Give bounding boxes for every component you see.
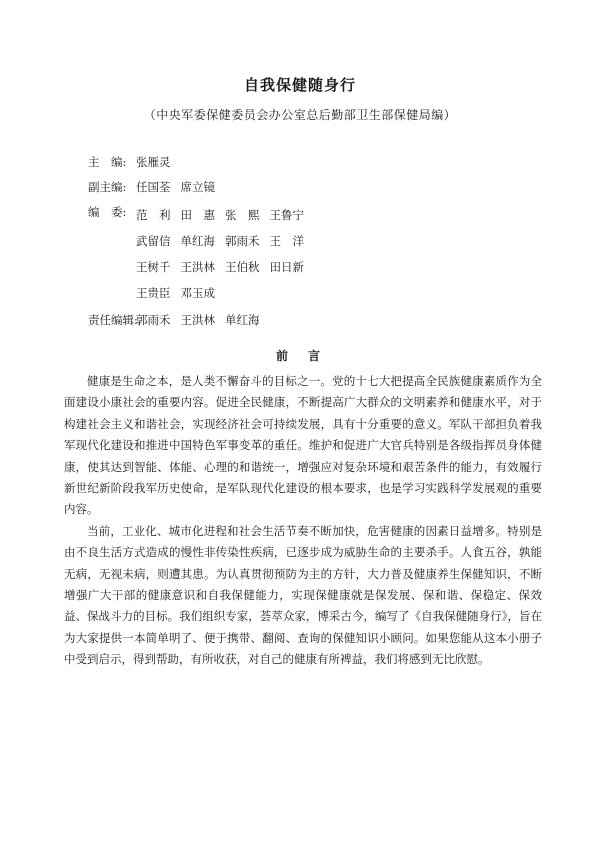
credit-name: 郭雨禾 [225,234,260,248]
preface-body [64,371,542,671]
credits-block [88,152,528,331]
credit-name: 王树千 [136,260,171,274]
credit-name: 武留信 [136,234,171,248]
document-title: 自我保健随身行 [243,76,356,94]
credit-label: 主 编: [88,155,127,169]
credit-name-line [136,228,304,254]
credit-name: 王贵臣 [136,286,171,300]
credit-editorial-board [88,202,528,306]
credit-name-line [136,202,304,228]
credit-names [136,202,304,306]
credit-name: 郭雨禾 [136,313,171,327]
credit-name: 单红海 [225,313,260,327]
credit-name-line [136,254,304,280]
credit-name: 田日新 [269,260,304,274]
credit-label: 副主编: [88,180,127,194]
credit-name: 单红海 [180,234,215,248]
credit-responsible-editor [88,310,528,331]
credit-name: 王伯秋 [225,260,260,274]
preface-heading: 前 言 [275,349,324,363]
credit-name: 张 熙 [225,208,260,222]
credit-name: 王 洋 [269,234,304,248]
credit-label: 编 委: [88,205,127,219]
credit-name: 范 利 [136,208,171,222]
preface-paragraph: 当前，工业化、城市化进程和社会生活节奏不断加快，危害健康的因素日益增多。特别是由不良生活方式造成的慢性非传染性疾病，已逐步成为威胁生命的主要杀手。人食五谷，孰能无病，无视未病，则遭其患。为认真贯彻预防为主的方针，大力普及健康养生保健知识，不断增强广大干部的健康意识和自我保健能力，实现保健康就是保发展、保和谐、保稳定、保效益、保战斗力的目标。我们组织专家，荟萃众家，博采古今，编写了《自我保健随身行》，旨在为大家提供一本简单明了、便于携带、翻阅、查询的保健知识小顾问。如果您能从这本小册子中受到启示，得到帮助，有所收获，对自己的健康有所裨益，我们将感到无比欣慰。 [64,523,542,667]
credit-name-line [136,177,215,198]
credit-name: 王鲁宁 [269,208,304,222]
credit-deputy-editor [88,177,528,198]
credit-name: 张雁灵 [136,155,171,169]
credit-name: 席立镜 [180,180,215,194]
credit-chief-editor [88,152,528,173]
credit-name: 田 惠 [180,208,215,222]
document-subtitle: （中央军委保健委员会办公室总后勤部卫生部保健局编） [143,108,457,122]
credit-name-line [136,310,260,331]
credit-label: 责任编辑: [88,313,138,327]
credit-name: 邓玉成 [180,286,215,300]
credit-name: 王洪林 [180,260,215,274]
preface-paragraph: 健康是生命之本，是人类不懈奋斗的目标之一。党的十七大把提高全民族健康素质作为全面建设小康社会的重要内容。促进全民健康，不断提高广大群众的文明素养和健康水平，对于构建社会主义和谐社会，实现经济社会可持续发展，具有十分重要的意义。军队干部担负着我军现代化建设和推进中国特色军事变革的重任。维护和促进广大官兵特别是各级指挥员身体健康，使其达到智能、体能、心理的和谐统一，增强应对复杂环境和艰苦条件的能力，有效履行新世纪新阶段我军历史使命，是军队现代化建设的根本要求，也是学习实践科学发展观的重要内容。 [64,374,542,517]
credit-name: 王洪林 [180,313,215,327]
credit-name-line [136,280,304,306]
credit-name: 任国荃 [136,180,171,194]
